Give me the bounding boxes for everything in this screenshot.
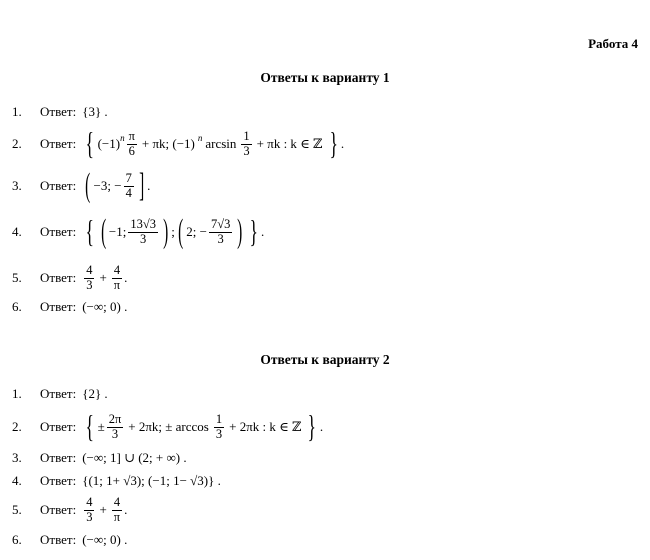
- answer-label: Ответ:: [40, 473, 77, 488]
- item-number: 4.: [12, 473, 22, 488]
- item-number: 1.: [12, 104, 22, 119]
- answer-label: Ответ:: [40, 386, 77, 401]
- answer-formula: (−∞; 0) .: [82, 299, 128, 314]
- answer-item: [12, 166, 150, 206]
- answer-label: Ответ:: [40, 136, 77, 151]
- item-number: 6.: [12, 299, 22, 314]
- answer-formula: (−∞; 1] ∪ (2; + ∞) .: [82, 450, 187, 465]
- item-number: 5.: [12, 502, 22, 517]
- item-number: 4.: [12, 224, 22, 239]
- answer-label: Ответ:: [40, 224, 77, 239]
- answer-formula: $\frac{4}{3}$ + $\frac{4}{\pi}$ .: [86, 495, 128, 524]
- item-number: 5.: [12, 270, 22, 285]
- answer-label: Ответ:: [40, 270, 77, 285]
- answer-label: Ответ:: [40, 419, 77, 434]
- answer-item: [12, 124, 344, 164]
- work-title: Работа 4: [588, 36, 638, 51]
- answer-label: Ответ:: [40, 502, 77, 517]
- answer-item: [12, 520, 127, 560]
- answer-item: [12, 212, 264, 252]
- answer-formula: {3} .: [82, 104, 108, 119]
- section-title-2: Ответы к варианту 2: [260, 352, 390, 367]
- answer-label: Ответ:: [40, 532, 77, 547]
- answer-formula: ( −3; − $\frac{7}{4}$ ] .: [85, 167, 151, 205]
- item-number: 1.: [12, 386, 22, 401]
- item-number: 2.: [12, 419, 22, 434]
- answer-formula: { ± $\frac{2\pi}{3}$ + 2πk; ± arccos $\frac{1}{3}$ + 2πk : k ∈ ℤ } .: [85, 408, 324, 445]
- answer-formula: { (−1) n $\frac{\pi}{6}$ + πk; (−1) n arcsin $\frac{1}{3}$ + πk : k ∈ ℤ } .: [85, 125, 345, 162]
- section-title-1: Ответы к варианту 1: [260, 70, 390, 85]
- answer-label: Ответ:: [40, 450, 77, 465]
- answer-label: Ответ:: [40, 178, 77, 193]
- item-number: 6.: [12, 532, 22, 547]
- answer-label: Ответ:: [40, 299, 77, 314]
- answer-item: [12, 287, 127, 327]
- answer-formula: $\frac{4}{3}$ + $\frac{4}{\pi}$ .: [86, 263, 128, 292]
- item-number: 3.: [12, 450, 22, 465]
- item-number: 3.: [12, 178, 22, 193]
- item-number: 2.: [12, 136, 22, 151]
- answer-formula: (−∞; 0) .: [82, 532, 128, 547]
- answer-formula: { ( −1; $\frac{13√3}{3}$ ) ; ( 2; − $\frac{7√3}{3}$ ) } .: [85, 213, 265, 251]
- answer-formula: {2} .: [82, 386, 108, 401]
- answer-formula: {(1; 1+ √3); (−1; 1− √3)} .: [82, 473, 221, 488]
- answer-label: Ответ:: [40, 104, 77, 119]
